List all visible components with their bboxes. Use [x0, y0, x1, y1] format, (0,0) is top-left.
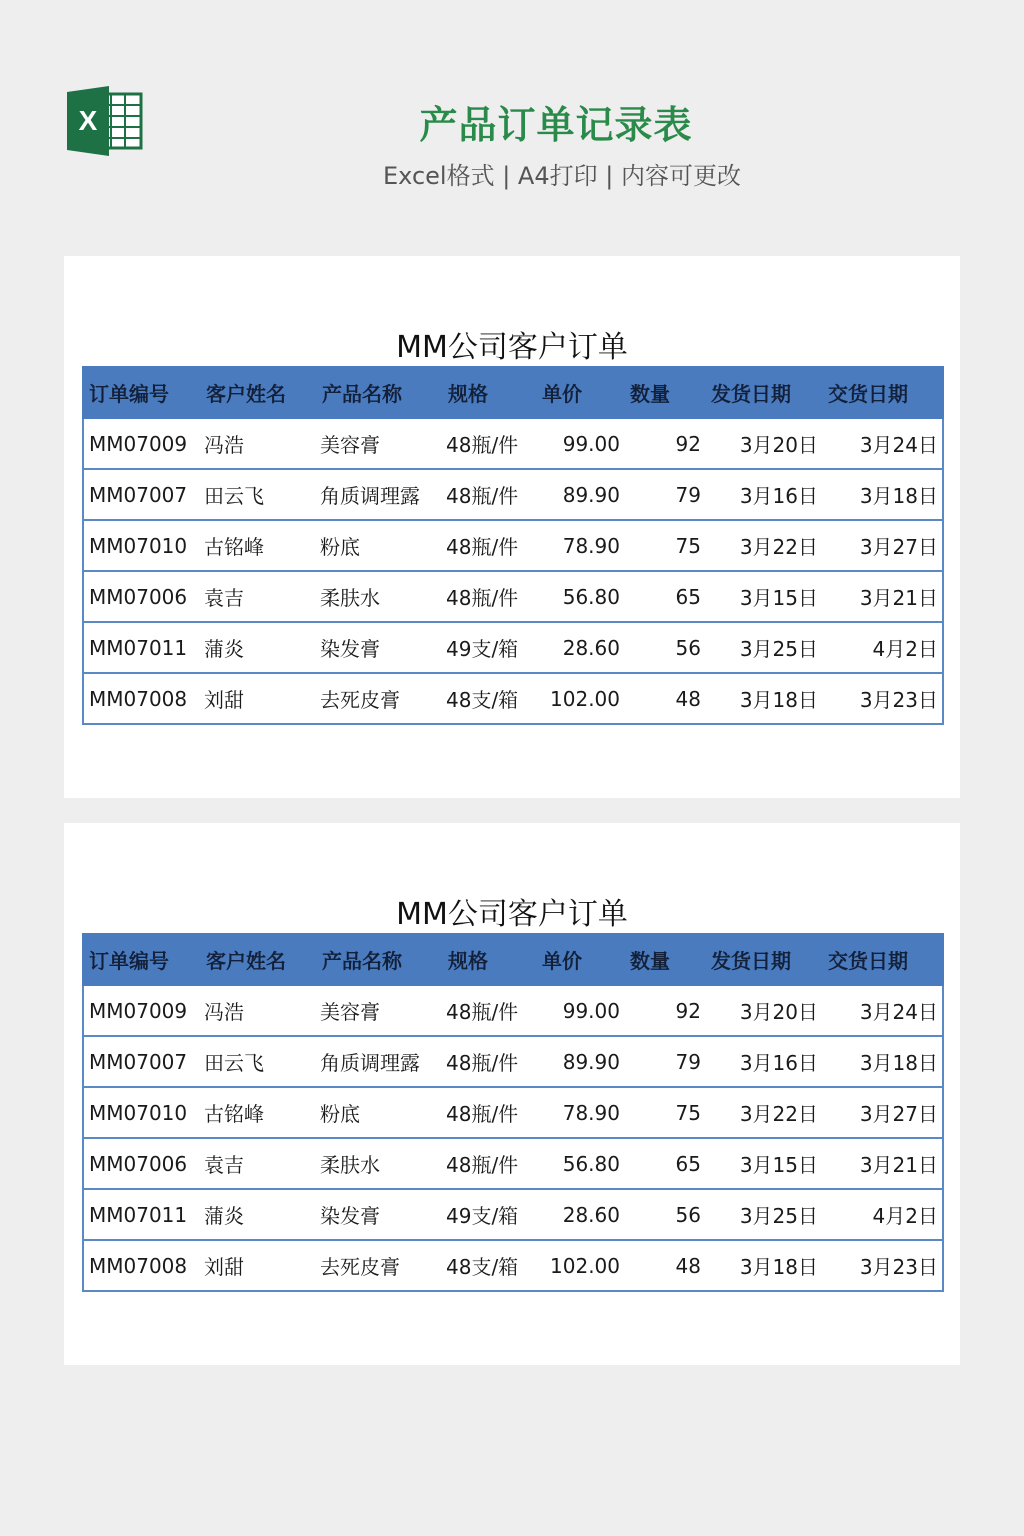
column-header-customer-name: 客户姓名: [200, 367, 316, 418]
cell-customer-name: 刘甜: [200, 673, 316, 724]
cell-ship-date: 3月25日: [705, 622, 822, 673]
cell-quantity: 79: [624, 469, 705, 520]
column-header-spec: 规格: [442, 367, 536, 418]
column-header-customer-name: 客户姓名: [200, 934, 316, 985]
column-header-spec: 规格: [442, 934, 536, 985]
table-row: [83, 418, 943, 469]
cell-customer-name: 冯浩: [200, 985, 316, 1036]
cell-customer-name: 冯浩: [200, 418, 316, 469]
cell-spec: 48支/箱: [442, 673, 536, 724]
cell-unit-price: 99.00: [536, 985, 624, 1036]
cell-product-name: 柔肤水: [316, 1138, 442, 1189]
cell-customer-name: 古铭峰: [200, 1087, 316, 1138]
cell-unit-price: 78.90: [536, 1087, 624, 1138]
cell-spec: 49支/箱: [442, 1189, 536, 1240]
cell-delivery-date: 3月24日: [822, 985, 943, 1036]
table-row: [83, 673, 943, 724]
cell-unit-price: 89.90: [536, 1036, 624, 1087]
cell-customer-name: 田云飞: [200, 1036, 316, 1087]
column-header-ship-date: 发货日期: [705, 367, 822, 418]
table-row: [83, 1240, 943, 1291]
table-row: [83, 622, 943, 673]
orders-table: [82, 933, 944, 1292]
column-header-delivery-date: 交货日期: [822, 367, 943, 418]
column-header-quantity: 数量: [624, 367, 705, 418]
column-header-order-id: 订单编号: [83, 934, 200, 985]
cell-customer-name: 蒲炎: [200, 622, 316, 673]
cell-quantity: 79: [624, 1036, 705, 1087]
table-row: [83, 1087, 943, 1138]
table-row: [83, 1189, 943, 1240]
cell-ship-date: 3月22日: [705, 520, 822, 571]
cell-delivery-date: 3月23日: [822, 673, 943, 724]
cell-ship-date: 3月16日: [705, 469, 822, 520]
cell-ship-date: 3月15日: [705, 571, 822, 622]
column-header-quantity: 数量: [624, 934, 705, 985]
cell-spec: 48瓶/件: [442, 520, 536, 571]
cell-ship-date: 3月16日: [705, 1036, 822, 1087]
cell-delivery-date: 3月27日: [822, 1087, 943, 1138]
cell-product-name: 粉底: [316, 1087, 442, 1138]
order-sheet-2: [64, 823, 960, 1365]
table-row: [83, 520, 943, 571]
cell-order-id: MM07009: [83, 985, 200, 1036]
cell-quantity: 75: [624, 520, 705, 571]
sheet-title: MM公司客户订单: [396, 330, 628, 365]
cell-ship-date: 3月25日: [705, 1189, 822, 1240]
cell-product-name: 角质调理露: [316, 469, 442, 520]
cell-order-id: MM07007: [83, 469, 200, 520]
cell-delivery-date: 3月18日: [822, 1036, 943, 1087]
cell-order-id: MM07009: [83, 418, 200, 469]
cell-product-name: 染发膏: [316, 622, 442, 673]
cell-order-id: MM07011: [83, 622, 200, 673]
cell-ship-date: 3月20日: [705, 985, 822, 1036]
order-sheet-1: [64, 256, 960, 798]
cell-delivery-date: 3月21日: [822, 571, 943, 622]
cell-product-name: 去死皮膏: [316, 673, 442, 724]
cell-customer-name: 田云飞: [200, 469, 316, 520]
column-header-unit-price: 单价: [536, 934, 624, 985]
cell-order-id: MM07008: [83, 1240, 200, 1291]
table-row: [83, 469, 943, 520]
cell-quantity: 65: [624, 1138, 705, 1189]
cell-unit-price: 78.90: [536, 520, 624, 571]
cell-product-name: 美容膏: [316, 418, 442, 469]
cell-delivery-date: 4月2日: [822, 1189, 943, 1240]
cell-order-id: MM07006: [83, 1138, 200, 1189]
orders-table: [82, 366, 944, 725]
cell-unit-price: 56.80: [536, 571, 624, 622]
cell-product-name: 美容膏: [316, 985, 442, 1036]
cell-customer-name: 袁吉: [200, 1138, 316, 1189]
cell-order-id: MM07010: [83, 520, 200, 571]
cell-quantity: 92: [624, 418, 705, 469]
cell-unit-price: 28.60: [536, 622, 624, 673]
cell-quantity: 65: [624, 571, 705, 622]
page-header: [0, 0, 1024, 230]
cell-product-name: 粉底: [316, 520, 442, 571]
cell-order-id: MM07011: [83, 1189, 200, 1240]
excel-logo-letter: X: [78, 105, 98, 136]
cell-ship-date: 3月18日: [705, 1240, 822, 1291]
table-row: [83, 571, 943, 622]
cell-product-name: 染发膏: [316, 1189, 442, 1240]
page-subtitle: Excel格式 | A4打印 | 内容可更改: [383, 162, 741, 190]
cell-quantity: 48: [624, 1240, 705, 1291]
cell-spec: 48瓶/件: [442, 469, 536, 520]
cell-order-id: MM07008: [83, 673, 200, 724]
page-title: 产品订单记录表: [419, 103, 693, 147]
cell-spec: 48支/箱: [442, 1240, 536, 1291]
cell-quantity: 56: [624, 1189, 705, 1240]
cell-delivery-date: 3月21日: [822, 1138, 943, 1189]
cell-customer-name: 袁吉: [200, 571, 316, 622]
cell-delivery-date: 3月18日: [822, 469, 943, 520]
cell-ship-date: 3月20日: [705, 418, 822, 469]
cell-spec: 48瓶/件: [442, 1138, 536, 1189]
cell-order-id: MM07006: [83, 571, 200, 622]
column-header-product-name: 产品名称: [316, 934, 442, 985]
table-header-row: [83, 934, 943, 985]
cell-customer-name: 蒲炎: [200, 1189, 316, 1240]
column-header-ship-date: 发货日期: [705, 934, 822, 985]
cell-spec: 48瓶/件: [442, 418, 536, 469]
cell-unit-price: 99.00: [536, 418, 624, 469]
cell-quantity: 48: [624, 673, 705, 724]
cell-order-id: MM07010: [83, 1087, 200, 1138]
sheet-title: MM公司客户订单: [396, 897, 628, 932]
cell-delivery-date: 3月23日: [822, 1240, 943, 1291]
cell-order-id: MM07007: [83, 1036, 200, 1087]
cell-unit-price: 102.00: [536, 673, 624, 724]
cell-spec: 48瓶/件: [442, 985, 536, 1036]
table-header-row: [83, 367, 943, 418]
cell-customer-name: 刘甜: [200, 1240, 316, 1291]
cell-spec: 48瓶/件: [442, 1036, 536, 1087]
cell-ship-date: 3月15日: [705, 1138, 822, 1189]
cell-unit-price: 56.80: [536, 1138, 624, 1189]
table-row: [83, 1138, 943, 1189]
cell-ship-date: 3月22日: [705, 1087, 822, 1138]
column-header-delivery-date: 交货日期: [822, 934, 943, 985]
table-row: [83, 985, 943, 1036]
column-header-product-name: 产品名称: [316, 367, 442, 418]
cell-spec: 49支/箱: [442, 622, 536, 673]
cell-delivery-date: 3月27日: [822, 520, 943, 571]
cell-product-name: 柔肤水: [316, 571, 442, 622]
cell-quantity: 56: [624, 622, 705, 673]
cell-unit-price: 102.00: [536, 1240, 624, 1291]
cell-customer-name: 古铭峰: [200, 520, 316, 571]
cell-unit-price: 89.90: [536, 469, 624, 520]
cell-product-name: 去死皮膏: [316, 1240, 442, 1291]
cell-delivery-date: 4月2日: [822, 622, 943, 673]
column-header-order-id: 订单编号: [83, 367, 200, 418]
cell-product-name: 角质调理露: [316, 1036, 442, 1087]
column-header-unit-price: 单价: [536, 367, 624, 418]
cell-delivery-date: 3月24日: [822, 418, 943, 469]
cell-quantity: 92: [624, 985, 705, 1036]
cell-spec: 48瓶/件: [442, 571, 536, 622]
cell-ship-date: 3月18日: [705, 673, 822, 724]
cell-quantity: 75: [624, 1087, 705, 1138]
cell-unit-price: 28.60: [536, 1189, 624, 1240]
cell-spec: 48瓶/件: [442, 1087, 536, 1138]
table-row: [83, 1036, 943, 1087]
